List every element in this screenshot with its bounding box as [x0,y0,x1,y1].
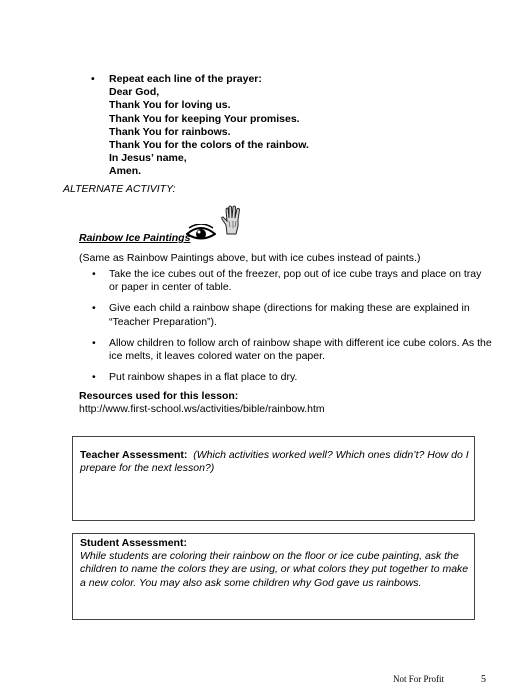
alternate-activity-heading: ALTERNATE ACTIVITY: [63,183,176,195]
bullet: • [92,268,96,280]
list-item [93,268,493,294]
prayer-line: Thank You for the colors of the rainbow. [109,139,309,152]
bullet: • [92,371,96,384]
list-item [93,371,493,384]
resources-url[interactable]: http://www.first-school.ws/activities/bible/rainbow.htm [79,403,325,415]
prayer-line: In Jesus’ name, [109,152,187,165]
prayer-line: Dear God, [109,86,160,99]
student-assessment-box [72,533,475,620]
prayer-line: Thank You for rainbows. [109,125,231,138]
activity-steps [93,268,493,392]
student-assessment-label: Student Assessment: [80,537,187,549]
teacher-assessment-text [80,449,470,475]
step-text: Put rainbow shapes in a flat place to dry. [109,371,298,384]
prayer-line: Thank You for loving us. [109,99,231,112]
step-text: Give each child a rainbow shape (directions for making these are explained in “Teacher Preparation”). [109,302,470,328]
bullet: • [91,73,95,85]
hand-icon [220,205,246,240]
step-text: Take the ice cubes out of the freezer, pop out of ice cube trays and place on tray or paper in center of table. [109,268,482,294]
prayer-line: Amen. [109,165,142,178]
prayer-line: Repeat each line of the prayer: [109,73,262,85]
list-item [93,302,493,328]
student-assessment-body: While students are coloring their rainbow on the floor or ice cube painting, ask the children to name the colors they are using, or what colors they put together to make a new color. You may also ask some children why God gave us rainbows. [80,550,469,589]
bullet: • [92,302,96,315]
activity-note: (Same as Rainbow Paintings above, but with ice cubes instead of paints.) [79,252,421,264]
step-text: Allow children to follow arch of rainbow shape with different ice cube colors. As the ice melts, it leaves colored water on the paper. [109,336,492,363]
student-assessment-text [80,537,472,590]
teacher-assessment-label: Teacher Assessment: [80,449,188,461]
prayer-line: Thank You for keeping Your promises. [109,112,300,125]
footer-text: Not For Profit [393,674,445,684]
teacher-assessment-prompt: (Which activities worked well? Which ones didn’t? How do I prepare for the next lesson?) [80,449,469,475]
prayer-lines [109,73,309,179]
teacher-assessment-box [72,436,475,521]
page-number: 5 [481,674,486,685]
eye-icon [186,224,216,247]
bullet: • [92,336,96,349]
resources-heading: Resources used for this lesson: [79,390,239,402]
activity-title: Rainbow Ice Paintings [79,232,191,244]
list-item [93,337,493,363]
